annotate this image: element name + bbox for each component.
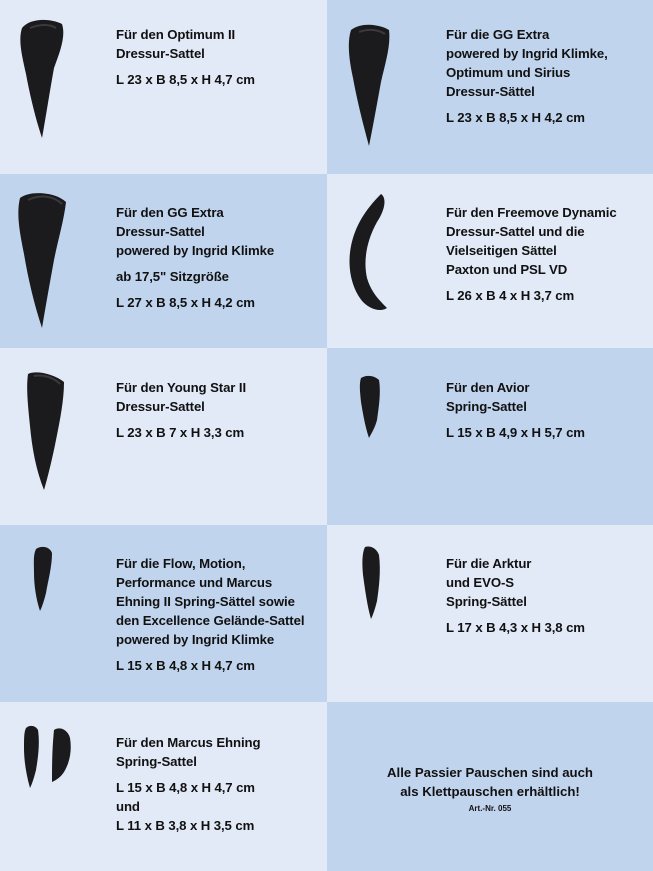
knee-pad-image — [327, 348, 437, 525]
product-description — [116, 733, 260, 835]
product-title-line: Performance und Marcus — [116, 575, 273, 590]
notice-line: als Klettpauschen erhältlich! — [400, 784, 580, 799]
product-title-line: Für den Young Star II — [116, 380, 247, 395]
knee-pad-image — [0, 0, 110, 174]
product-title-line: Dressur-Sattel und die — [446, 224, 585, 239]
knee-pad-image — [327, 174, 437, 348]
product-description — [446, 554, 585, 637]
product-title-line: powered by Ingrid Klimke, — [446, 46, 608, 61]
product-dimensions: L 27 x B 8,5 x H 4,2 cm — [116, 295, 255, 310]
product-cell-young-star-ii — [0, 348, 327, 525]
product-dimensions: L 23 x B 8,5 x H 4,7 cm — [116, 72, 255, 87]
product-title-line: Spring-Sattel — [446, 399, 527, 414]
product-dimensions: L 11 x B 3,8 x H 3,5 cm — [116, 818, 255, 833]
product-title-line: Paxton und PSL VD — [446, 262, 568, 277]
product-description — [116, 25, 255, 89]
product-cell-flow-motion-performance — [0, 525, 327, 702]
product-description — [116, 378, 246, 442]
product-title-line: Ehning II Spring-Sättel sowie — [116, 594, 295, 609]
product-description — [446, 203, 617, 305]
knee-pad-image — [327, 0, 437, 174]
product-title-line: Spring-Sattel — [116, 754, 197, 769]
product-title-line: powered by Ingrid Klimke — [116, 632, 275, 647]
product-dimensions: L 23 x B 7 x H 3,3 cm — [116, 425, 245, 440]
product-dimensions: L 23 x B 8,5 x H 4,2 cm — [446, 110, 585, 125]
product-title-line: Dressur-Sattel — [116, 399, 205, 414]
product-title-line: Für den Avior — [446, 380, 530, 395]
notice-cell — [327, 702, 653, 871]
product-dimensions: L 15 x B 4,8 x H 4,7 cm — [116, 658, 255, 673]
product-title-line: Für den Freemove Dynamic — [446, 205, 617, 220]
product-dimensions: L 26 x B 4 x H 3,7 cm — [446, 288, 575, 303]
product-dimensions: L 15 x B 4,9 x H 5,7 cm — [446, 425, 585, 440]
product-title-line: Für die Flow, Motion, — [116, 556, 246, 571]
product-description — [446, 25, 608, 127]
product-cell-gg-extra-optimum-sirius — [327, 0, 653, 174]
product-title-line: Dressur-Sättel — [446, 84, 535, 99]
product-cell-freemove-dynamic — [327, 174, 653, 348]
product-description — [446, 378, 585, 442]
product-cell-gg-extra-dressur — [0, 174, 327, 348]
product-cell-arktur-evo-s — [327, 525, 653, 702]
knee-pad-image-pair — [0, 702, 110, 871]
product-title-line: den Excellence Gelände-Sattel — [116, 613, 305, 628]
product-title-line: Für die Arktur — [446, 556, 532, 571]
knee-pad-image — [327, 525, 437, 702]
product-title-line: Dressur-Sattel — [116, 224, 205, 239]
product-title-line: Für den Optimum II — [116, 27, 236, 42]
article-number: Art.-Nr. 055 — [468, 804, 512, 813]
product-dimensions: L 15 x B 4,8 x H 4,7 cm — [116, 780, 255, 795]
product-title-line: Für den Marcus Ehning — [116, 735, 261, 750]
product-cell-optimum-ii — [0, 0, 327, 174]
product-dimensions: L 17 x B 4,3 x H 3,8 cm — [446, 620, 585, 635]
knee-pad-image — [0, 174, 110, 348]
product-title-line: Vielseitigen Sättel — [446, 243, 557, 258]
knee-pad-image — [0, 525, 110, 702]
product-cell-avior — [327, 348, 653, 525]
knee-pad-image — [0, 348, 110, 525]
product-title-line: und EVO-S — [446, 575, 514, 590]
product-title-line: Dressur-Sattel — [116, 46, 205, 61]
product-title-line: powered by Ingrid Klimke — [116, 243, 275, 258]
product-description — [116, 554, 304, 675]
product-description — [116, 203, 274, 312]
product-cell-marcus-ehning — [0, 702, 327, 871]
product-seat-size: ab 17,5" Sitzgröße — [116, 269, 229, 284]
product-dimensions-conjunction: und — [116, 799, 140, 814]
product-title-line: Für die GG Extra — [446, 27, 550, 42]
product-title-line: Optimum und Sirius — [446, 65, 571, 80]
product-title-line: Spring-Sättel — [446, 594, 527, 609]
product-title-line: Für den GG Extra — [116, 205, 224, 220]
velcro-notice — [327, 763, 653, 815]
notice-line: Alle Passier Pauschen sind auch — [387, 765, 593, 780]
